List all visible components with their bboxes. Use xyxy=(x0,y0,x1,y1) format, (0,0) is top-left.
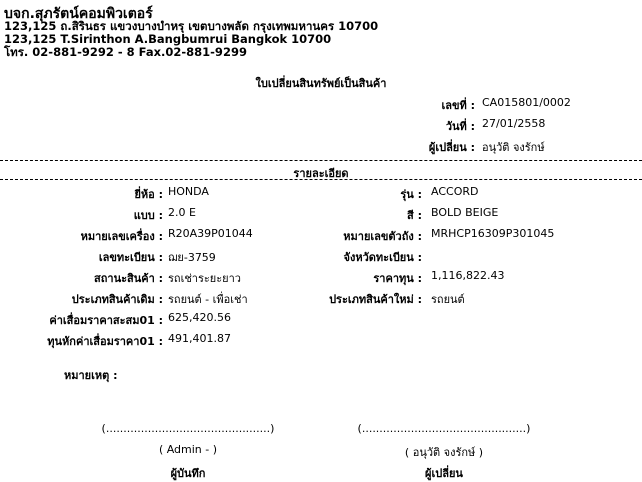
changer-signature-line: (...............................................) xyxy=(357,422,531,435)
registration-label: เลขทะเบียน : xyxy=(98,251,163,264)
accumulated-depreciation-label: ค่าเสื่อมราคาสะสม01 : xyxy=(49,314,163,327)
old-category-label: ประเภทสินค้าเดิม : xyxy=(71,293,163,306)
model-label: รุ่น : xyxy=(400,188,422,201)
changer-value: อนุวัติ จงรักษ์ xyxy=(482,141,545,154)
doc-number-label: เลขที่ : xyxy=(441,99,475,112)
product-status-label: สถานะสินค้า : xyxy=(94,272,163,285)
doc-date-label: วันที่ : xyxy=(445,120,475,133)
engine-number-value: R20A39P01044 xyxy=(168,227,253,240)
changer-label: ผู้เปลี่ยน : xyxy=(428,141,475,154)
model-type-label: แบบ : xyxy=(133,209,163,222)
doc-number-value: CA015801/0002 xyxy=(482,96,571,109)
company-name: บจก.สุภรัตน์คอมพิวเตอร์ xyxy=(4,6,153,22)
company-phone-fax: โทร. 02-881-9292 - 8 Fax.02-881-9299 xyxy=(4,45,247,59)
company-address-english: 123,125 T.Sirinthon A.Bangbumrui Bangkok 10700 xyxy=(4,32,332,46)
registration-province-label: จังหวัดทะเบียน : xyxy=(343,251,422,264)
chassis-number-label: หมายเลขตัวถัง : xyxy=(343,230,422,243)
brand-value: HONDA xyxy=(168,185,209,198)
brand-label: ยี่ห้อ : xyxy=(134,188,163,201)
document-title: ใบเปลี่ยนสินทรัพย์เป็นสินค้า xyxy=(255,77,387,90)
company-address-thai: 123,125 ถ.สิรินธร แขวงบางบำหรุ เขตบางพลัด กรุงเทพมหานคร 10700 xyxy=(4,19,379,33)
color-value: BOLD BEIGE xyxy=(431,206,499,219)
section-title: รายละเอียด xyxy=(293,167,349,180)
registration-value: ฌย-3759 xyxy=(168,251,216,264)
color-label: สี : xyxy=(407,209,422,222)
net-book-value-value: 491,401.87 xyxy=(168,332,231,345)
recorder-name: ( Admin - ) xyxy=(158,443,218,456)
cost-value: 1,116,822.43 xyxy=(431,269,505,282)
model-type-value: 2.0 E xyxy=(168,206,196,219)
net-book-value-label: ทุนหักค่าเสื่อมราคา01 : xyxy=(47,335,163,348)
model-value: ACCORD xyxy=(431,185,479,198)
changer-name: ( อนุวัติ จงรักษ์ ) xyxy=(404,446,484,459)
changer-role: ผู้เปลี่ยน xyxy=(425,467,463,480)
recorder-signature-line: (...............................................) xyxy=(101,422,275,435)
chassis-number-value: MRHCP16309P301045 xyxy=(431,227,555,240)
new-category-label: ประเภทสินค้าใหม่ : xyxy=(329,293,422,306)
divider-bottom xyxy=(0,179,642,180)
engine-number-label: หมายเลขเครื่อง : xyxy=(80,230,163,243)
divider-top xyxy=(0,160,642,161)
remark-label: หมายเหตุ : xyxy=(64,369,118,382)
accumulated-depreciation-value: 625,420.56 xyxy=(168,311,231,324)
cost-label: ราคาทุน : xyxy=(373,272,422,285)
recorder-role: ผู้บันทึก xyxy=(170,467,206,480)
new-category-value: รถยนต์ xyxy=(431,293,465,306)
old-category-value: รถยนต์ - เพื่อเช่า xyxy=(168,293,248,306)
product-status-value: รถเช่าระยะยาว xyxy=(168,272,241,285)
doc-date-value: 27/01/2558 xyxy=(482,117,546,130)
